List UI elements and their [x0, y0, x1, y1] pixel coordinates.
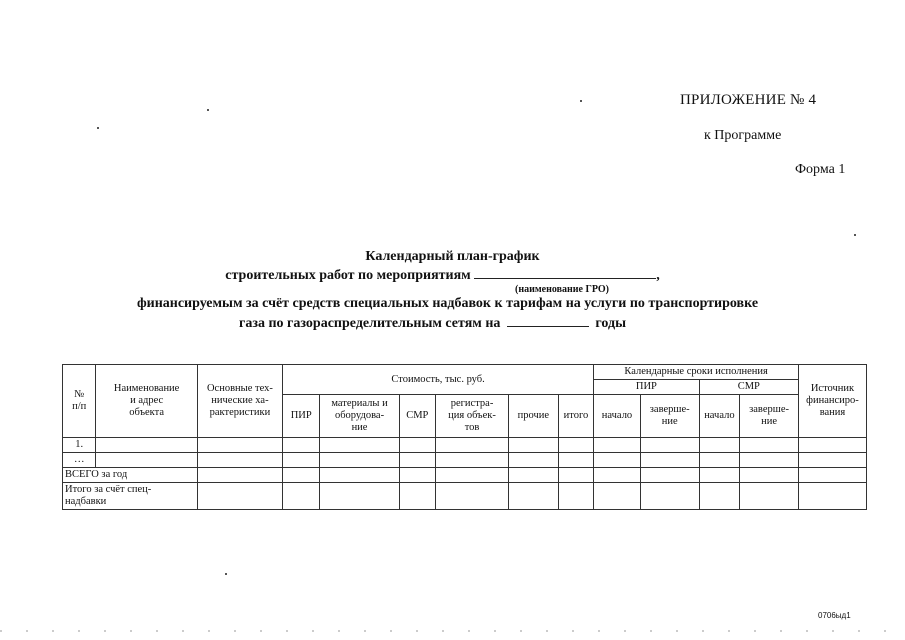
- row-number: …: [63, 453, 96, 468]
- scan-edge-noise: [0, 630, 905, 632]
- header-pir-start: начало: [594, 395, 641, 438]
- total-year-row: [63, 468, 867, 483]
- title-years-end: годы: [595, 316, 627, 331]
- title-line-years: [0, 314, 885, 332]
- table-cell[interactable]: [594, 438, 641, 453]
- table-cell[interactable]: [558, 453, 594, 468]
- table-cell[interactable]: [798, 438, 866, 453]
- total-year-label: ВСЕГО за год: [63, 468, 198, 483]
- title-comma: ,: [656, 268, 660, 283]
- years-blank[interactable]: [507, 314, 589, 327]
- row-number: 1.: [63, 438, 96, 453]
- table-cell[interactable]: [436, 483, 509, 510]
- table-cell[interactable]: [798, 468, 866, 483]
- header-funding-source: Источник финансиро- вания: [798, 365, 866, 438]
- table-row: [63, 438, 867, 453]
- table-cell[interactable]: [699, 468, 740, 483]
- table-cell[interactable]: [640, 453, 699, 468]
- program-reference: к Программе: [704, 128, 782, 143]
- table-cell[interactable]: [436, 453, 509, 468]
- table-cell[interactable]: [509, 483, 559, 510]
- table-cell[interactable]: [640, 438, 699, 453]
- table-cell[interactable]: [320, 468, 399, 483]
- table-row: [63, 453, 867, 468]
- header-cost-total: итого: [558, 395, 594, 438]
- table-cell[interactable]: [320, 453, 399, 468]
- header-cost-registration: регистра- ция объек- тов: [436, 395, 509, 438]
- table-cell[interactable]: [740, 483, 799, 510]
- table-cell[interactable]: [558, 438, 594, 453]
- table-cell[interactable]: [740, 453, 799, 468]
- table-cell[interactable]: [436, 468, 509, 483]
- table-cell[interactable]: [96, 453, 197, 468]
- header-pir-group: ПИР: [594, 380, 699, 395]
- table-cell[interactable]: [282, 453, 320, 468]
- table-cell[interactable]: [594, 468, 641, 483]
- document-title: Календарный план-график: [365, 249, 540, 264]
- header-smr-start: начало: [699, 395, 740, 438]
- title-works-text: строительных работ по мероприятиям: [225, 268, 471, 283]
- table-cell[interactable]: [399, 468, 435, 483]
- table-cell[interactable]: [320, 483, 399, 510]
- table-cell[interactable]: [594, 453, 641, 468]
- table-cell[interactable]: [197, 468, 282, 483]
- header-cost-smr: СМР: [399, 395, 435, 438]
- table-cell[interactable]: [399, 453, 435, 468]
- header-cost-materials: материалы и оборудова- ние: [320, 395, 399, 438]
- header-schedule-group: Календарные сроки исполнения: [594, 365, 799, 380]
- table-cell[interactable]: [282, 483, 320, 510]
- gro-name-blank[interactable]: [474, 266, 656, 279]
- header-number: № п/п: [63, 365, 96, 438]
- header-smr-end: заверше- ние: [740, 395, 799, 438]
- table-cell[interactable]: [399, 483, 435, 510]
- title-years-text: газа по газораспределительным сетям на: [238, 316, 501, 331]
- total-surcharge-row: [63, 483, 867, 510]
- scan-speck: [854, 234, 856, 236]
- header-cost-group: Стоимость, тыс. руб.: [282, 365, 593, 395]
- table-cell[interactable]: [798, 453, 866, 468]
- table-cell[interactable]: [509, 438, 559, 453]
- table-cell[interactable]: [798, 483, 866, 510]
- table-cell[interactable]: [282, 468, 320, 483]
- scan-speck: [225, 573, 227, 575]
- table-cell[interactable]: [399, 438, 435, 453]
- table-cell[interactable]: [640, 468, 699, 483]
- annex-number: ПРИЛОЖЕНИЕ № 4: [680, 92, 817, 108]
- table-cell[interactable]: [558, 468, 594, 483]
- table-cell[interactable]: [282, 438, 320, 453]
- table-cell[interactable]: [197, 453, 282, 468]
- table-cell[interactable]: [558, 483, 594, 510]
- table-cell[interactable]: [740, 468, 799, 483]
- table-cell[interactable]: [197, 438, 282, 453]
- header-pir-end: заверше- ние: [640, 395, 699, 438]
- table-cell[interactable]: [640, 483, 699, 510]
- table-cell[interactable]: [509, 468, 559, 483]
- scan-speck: [580, 100, 582, 102]
- gro-name-hint: (наименование ГРО): [515, 284, 609, 295]
- header-smr-group: СМР: [699, 380, 798, 395]
- table-cell[interactable]: [594, 483, 641, 510]
- title-line-works: [0, 266, 895, 284]
- header-object-name: Наименование и адрес объекта: [96, 365, 197, 438]
- table-cell[interactable]: [699, 438, 740, 453]
- table-cell[interactable]: [509, 453, 559, 468]
- header-cost-pir: ПИР: [282, 395, 320, 438]
- table-cell[interactable]: [436, 438, 509, 453]
- table-cell[interactable]: [699, 453, 740, 468]
- header-specs: Основные тех- нические ха- рактеристики: [197, 365, 282, 438]
- table-cell[interactable]: [699, 483, 740, 510]
- form-number: Форма 1: [795, 162, 846, 177]
- footer-code: 0706ыд1: [818, 611, 851, 620]
- scan-speck: [97, 127, 99, 129]
- table-cell[interactable]: [197, 483, 282, 510]
- total-surcharge-label: Итого за счёт спец- надбавки: [63, 483, 198, 510]
- header-cost-other: прочие: [509, 395, 559, 438]
- scan-speck: [207, 109, 209, 111]
- table-cell[interactable]: [740, 438, 799, 453]
- schedule-table: [62, 364, 867, 510]
- table-cell[interactable]: [96, 438, 197, 453]
- title-line-financing: финансируемым за счёт средств специальных надбавок к тарифам на услуги по транспортировке: [136, 296, 759, 311]
- table-cell[interactable]: [320, 438, 399, 453]
